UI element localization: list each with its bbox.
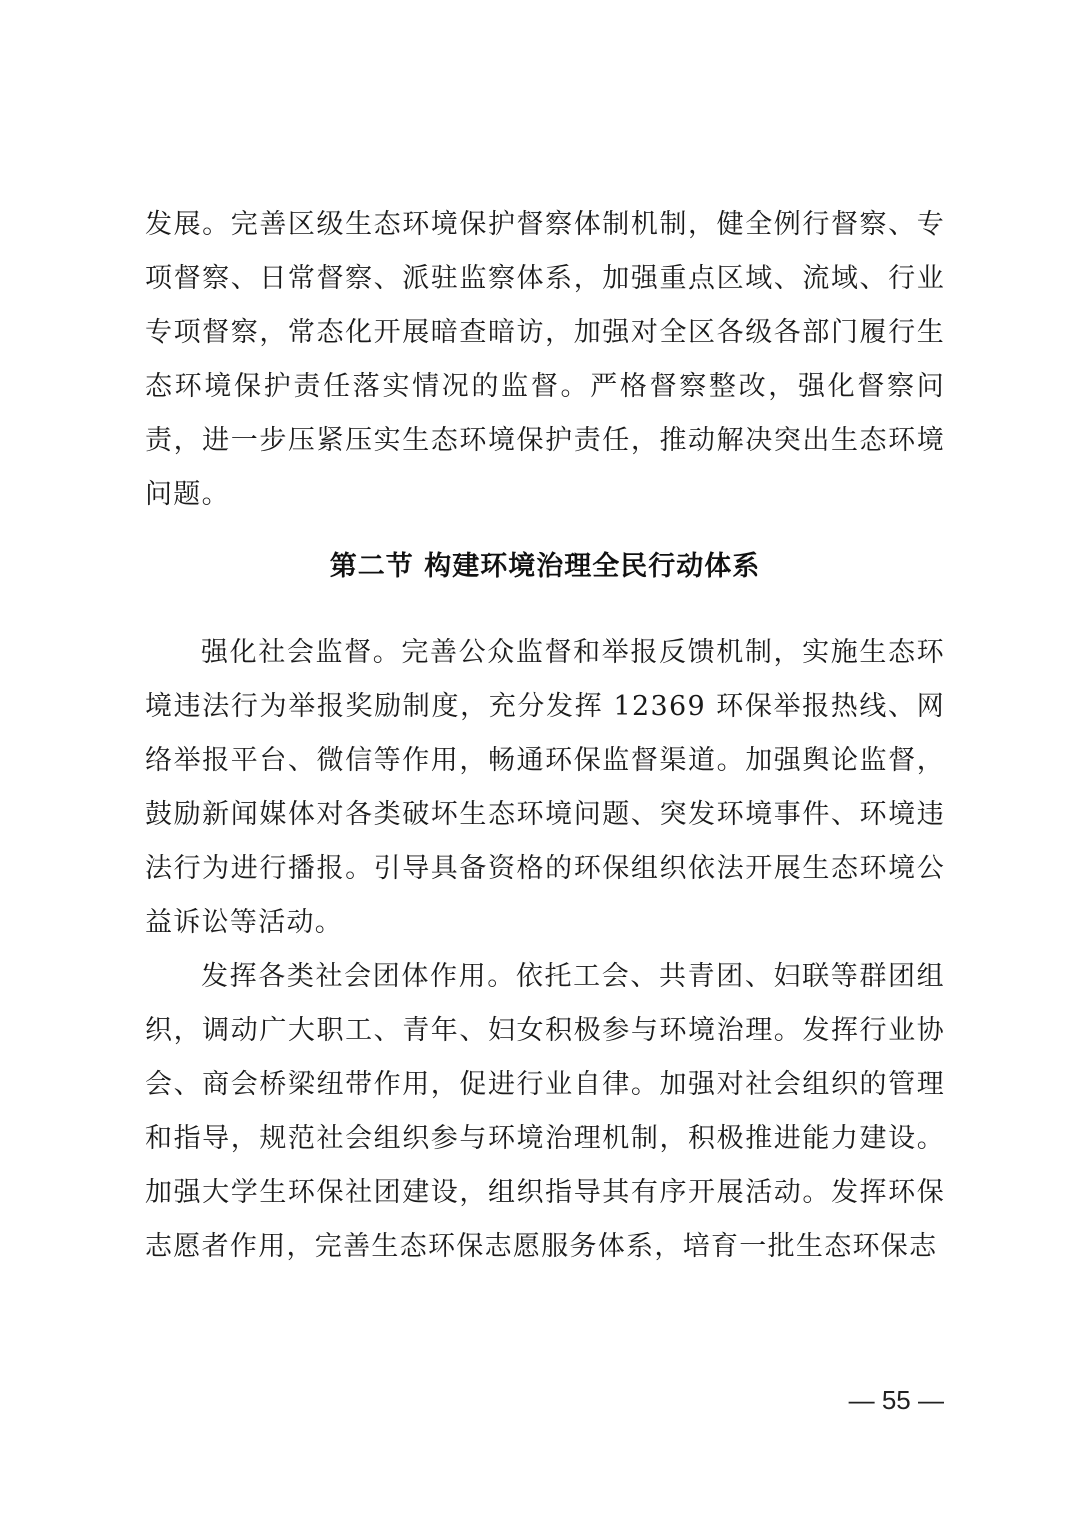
section-heading: 第二节 构建环境治理全民行动体系 <box>329 551 761 582</box>
paragraph-continued: 发展。完善区级生态环境保护督察体制机制，健全例行督察、专项督察、日常督察、派驻监察体系，加强重点区域、流域、行业专项督察，常态化开展暗查暗访，加强对全区各级各部门履行生态环境保护责任落实情况的监督。严格督察整改，强化督察问责，进一步压紧压实生态环境保护责任，推动解决突出生态环境问题。 <box>145 209 945 510</box>
paragraph-social-groups: 发挥各类社会团体作用。依托工会、共青团、妇联等群团组织，调动广大职工、青年、妇女积极参与环境治理。发挥行业协会、商会桥梁纽带作用，促进行业自律。加强对社会组织的管理和指导，规范社会组织参与环境治理机制，积极推进能力建设。加强大学生环保社团建设，组织指导其有序开展活动。发挥环保志愿者作用，完善生态环保志愿服务体系，培育一批生态环保志 <box>145 961 945 1262</box>
page-number: — 55 — <box>848 1385 944 1415</box>
paragraph-social-supervision: 强化社会监督。完善公众监督和举报反馈机制，实施生态环境违法行为举报奖励制度，充分发挥 12369 环保举报热线、网络举报平台、微信等作用，畅通环保监督渠道。加强舆论监督，鼓励新闻媒体对各类破坏生态环境问题、突发环境事件、环境违法行为进行播报。引导具备资格的环保组织依法开展生态环境公益诉讼等活动。 <box>145 637 945 938</box>
